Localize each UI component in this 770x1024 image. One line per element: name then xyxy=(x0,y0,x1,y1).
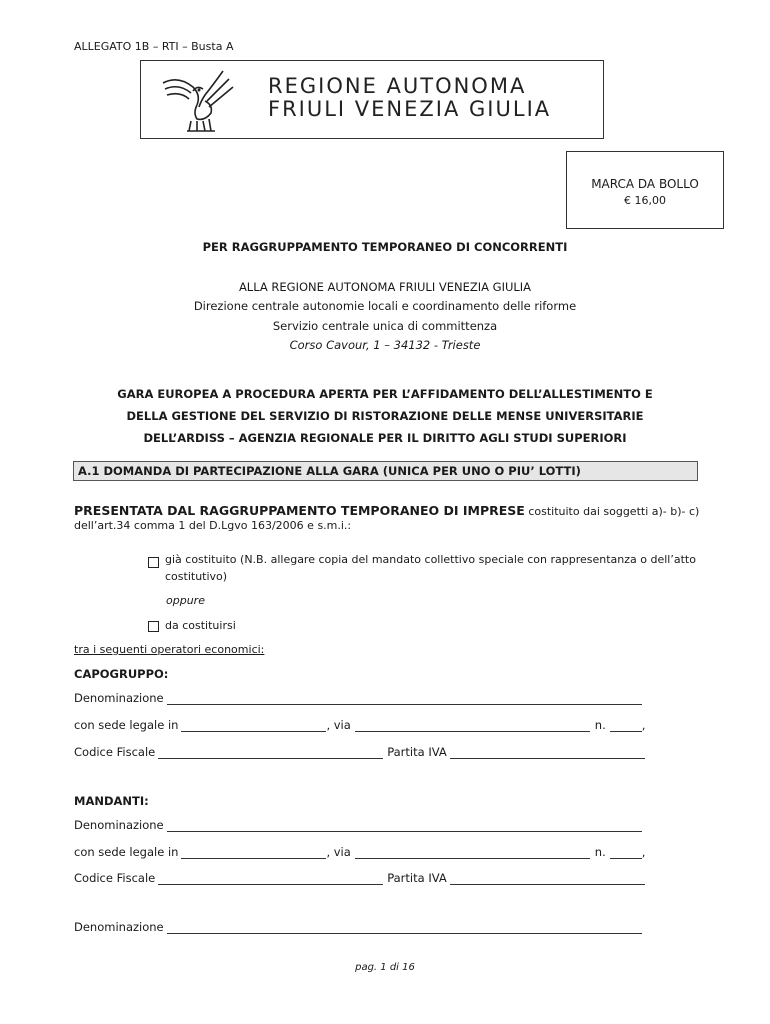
eagle-emblem-icon xyxy=(153,65,243,139)
tender-title-line-3: DELL’ARDISS – AGENZIA REGIONALE PER IL DIRITTO AGLI STUDI SUPERIORI xyxy=(143,431,627,445)
capogruppo-city-field[interactable] xyxy=(181,720,326,732)
mandanti-piva-field[interactable] xyxy=(450,873,645,885)
section-header xyxy=(73,461,698,481)
option-costituito-checkbox[interactable] xyxy=(148,553,159,572)
page-number: pag. 1 di 16 xyxy=(355,962,415,973)
tender-title-line-1: GARA EUROPEA A PROCEDURA APERTA PER L’AFFIDAMENTO DELL’ALLESTIMENTO E xyxy=(117,387,653,401)
mandanti-denominazione-label: Denominazione xyxy=(74,818,164,832)
presentata-line-2: dell’art.34 comma 1 del D.Lgvo 163/2006 e s.m.i.: xyxy=(74,519,352,532)
mandanti-sede-label: con sede legale in xyxy=(74,845,179,859)
presentata-rest: costituito dai soggetti a)- b)- c) xyxy=(524,505,700,518)
document-heading: PER RAGGRUPPAMENTO TEMPORANEO DI CONCORRENTI xyxy=(202,240,568,254)
capogruppo-via-label: , via xyxy=(326,718,351,732)
stamp-title: MARCA DA BOLLO xyxy=(591,177,699,191)
region-logo xyxy=(140,60,604,139)
operators-intro: tra i seguenti operatori economici: xyxy=(74,643,265,656)
mandanti-codice-label: Codice Fiscale xyxy=(74,871,156,885)
addressee-line-2: Direzione centrale autonomie locali e coordinamento delle riforme xyxy=(193,299,577,313)
capogruppo-n-label: n. xyxy=(594,718,606,732)
capogruppo-fiscal-row xyxy=(74,745,645,759)
allegato-label: ALLEGATO 1B – RTI – Busta A xyxy=(74,40,234,53)
capogruppo-denominazione-row xyxy=(74,691,642,705)
option-costituirsi-checkbox[interactable] xyxy=(148,617,159,636)
capogruppo-piva-field[interactable] xyxy=(450,747,645,759)
mandanti-title: MANDANTI: xyxy=(74,794,149,808)
addressee-line-1: ALLA REGIONE AUTONOMA FRIULI VENEZIA GIULIA xyxy=(238,280,532,294)
mandanti-n-label: n. xyxy=(594,845,606,859)
capogruppo-denominazione-label: Denominazione xyxy=(74,691,164,705)
stamp-amount: € 16,00 xyxy=(624,194,666,207)
mandanti-denominazione-field-2[interactable] xyxy=(167,922,642,934)
option-costituirsi-label: da costituirsi xyxy=(165,619,236,632)
mandanti-codice-field[interactable] xyxy=(158,873,383,885)
capogruppo-denominazione-field[interactable] xyxy=(167,693,642,705)
presentata-bold: PRESENTATA DAL RAGGRUPPAMENTO TEMPORANEO DI IMPRESE xyxy=(74,503,525,518)
capogruppo-comma: , xyxy=(641,718,646,732)
region-logo-text xyxy=(268,75,551,121)
capogruppo-codice-field[interactable] xyxy=(158,747,383,759)
tender-title-line-2: DELLA GESTIONE DEL SERVIZIO DI RISTORAZIONE DELLE MENSE UNIVERSITARIE xyxy=(126,409,644,423)
capogruppo-via-field[interactable] xyxy=(355,720,590,732)
mandanti-denominazione-field[interactable] xyxy=(167,820,642,832)
mandanti-sede-row xyxy=(74,845,645,859)
mandanti-piva-label: Partita IVA xyxy=(387,871,447,885)
mandanti-city-field[interactable] xyxy=(181,847,326,859)
presentata-line xyxy=(74,500,699,519)
mandanti-denominazione-row xyxy=(74,818,642,832)
capogruppo-sede-label: con sede legale in xyxy=(74,718,179,732)
option-costituito-label-2: costitutivo) xyxy=(165,570,228,583)
mandanti-denominazione-row-2 xyxy=(74,920,642,934)
capogruppo-codice-label: Codice Fiscale xyxy=(74,745,156,759)
capogruppo-piva-label: Partita IVA xyxy=(387,745,447,759)
section-title: A.1 DOMANDA DI PARTECIPAZIONE ALLA GARA (UNICA PER UNO O PIU’ LOTTI) xyxy=(78,464,581,478)
option-costituito-label: già costituito (N.B. allegare copia del mandato collettivo speciale con rappresentanza o dell’atto xyxy=(165,553,696,566)
mandanti-number-field[interactable] xyxy=(610,847,642,859)
logo-line-2: FRIULI VENEZIA GIULIA xyxy=(268,97,552,121)
logo-line-1: REGIONE AUTONOMA xyxy=(268,74,527,98)
mandanti-via-field[interactable] xyxy=(355,847,590,859)
mandanti-comma: , xyxy=(641,845,646,859)
oppure-label: oppure xyxy=(166,594,205,607)
capogruppo-title: CAPOGRUPPO: xyxy=(74,667,169,681)
capogruppo-sede-row xyxy=(74,718,645,732)
mandanti-via-label: , via xyxy=(326,845,351,859)
mandanti-denominazione-label-2: Denominazione xyxy=(74,920,164,934)
mandanti-fiscal-row xyxy=(74,871,645,885)
capogruppo-number-field[interactable] xyxy=(610,720,642,732)
addressee-line-3: Servizio centrale unica di committenza xyxy=(272,319,498,333)
addressee-line-4: Corso Cavour, 1 – 34132 - Trieste xyxy=(289,338,481,352)
stamp-box xyxy=(566,151,724,229)
